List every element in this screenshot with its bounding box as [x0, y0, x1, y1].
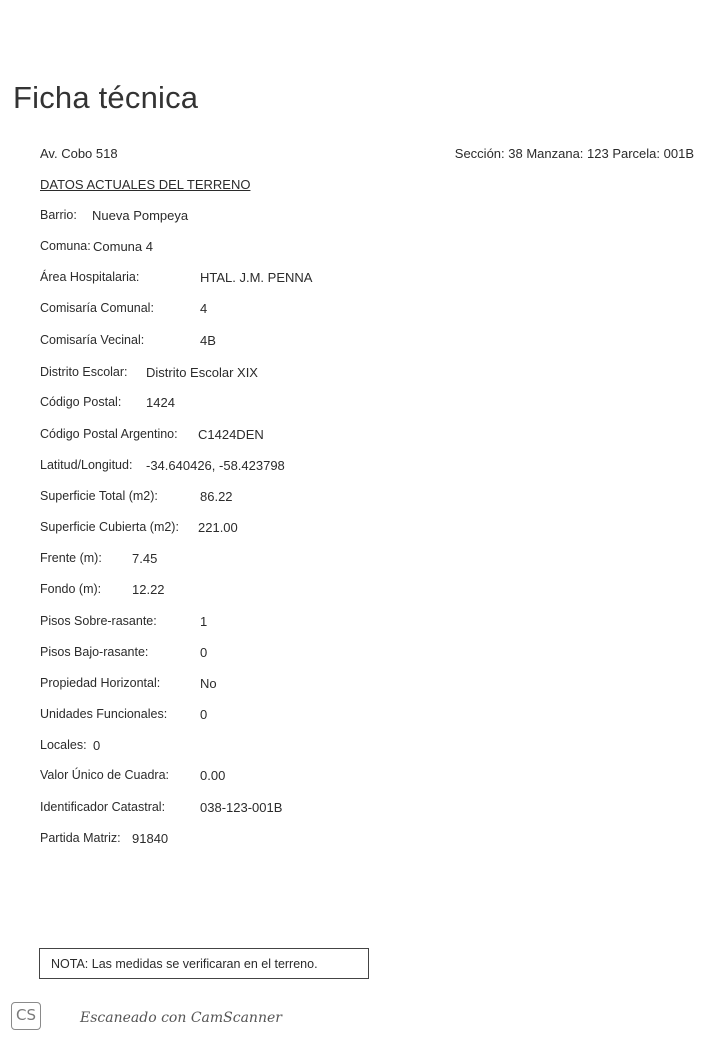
- field-label: Pisos Bajo-rasante:: [40, 645, 149, 659]
- field-value: Nueva Pompeya: [92, 208, 189, 223]
- field-value: -34.640426, -58.423798: [146, 458, 285, 473]
- address: Av. Cobo 518: [40, 146, 118, 161]
- field-value: 4B: [200, 333, 216, 348]
- page-title: Ficha técnica: [13, 80, 199, 115]
- field-label: Unidades Funcionales:: [40, 707, 168, 721]
- field-label: Partida Matriz:: [40, 831, 121, 845]
- field-label: Superficie Total (m2):: [40, 489, 158, 503]
- field-label: Latitud/Longitud:: [40, 458, 133, 472]
- field-label: Área Hospitalaria:: [40, 270, 140, 284]
- field-value: 1: [200, 614, 208, 629]
- field-value: 0: [200, 645, 208, 660]
- field-label: Comisaría Vecinal:: [40, 333, 145, 347]
- field-value: 038-123-001B: [200, 800, 283, 815]
- note-text: NOTA: Las medidas se verificaran en el terreno.: [51, 957, 318, 971]
- note-box: [39, 948, 369, 979]
- section-heading: DATOS ACTUALES DEL TERRENO: [40, 177, 251, 192]
- field-value: HTAL. J.M. PENNA: [200, 270, 313, 285]
- field-label: Frente (m):: [40, 551, 102, 565]
- field-value: 91840: [132, 831, 169, 846]
- field-value: 4: [200, 301, 208, 316]
- field-label: Código Postal:: [40, 395, 122, 409]
- cadastral-summary: Sección: 38 Manzana: 123 Parcela: 001B: [454, 146, 694, 161]
- field-label: Comisaría Comunal:: [40, 301, 154, 315]
- field-value: No: [200, 676, 217, 691]
- field-label: Superficie Cubierta (m2):: [40, 520, 179, 534]
- field-value: 86.22: [200, 489, 233, 504]
- field-value: 1424: [146, 395, 175, 410]
- field-label: Comuna:: [40, 239, 91, 253]
- field-label: Identificador Catastral:: [40, 800, 166, 814]
- field-label: Fondo (m):: [40, 582, 102, 596]
- field-value: C1424DEN: [198, 427, 264, 442]
- field-label: Distrito Escolar:: [40, 365, 128, 379]
- field-value: 12.22: [132, 582, 165, 597]
- camscanner-logo: CS: [11, 1002, 41, 1030]
- field-value: 7.45: [132, 551, 158, 566]
- field-label: Locales:: [40, 738, 87, 752]
- field-value: 0: [200, 707, 208, 722]
- field-value: 0: [93, 738, 101, 753]
- field-value: 0.00: [200, 768, 226, 783]
- field-value: 221.00: [198, 520, 238, 535]
- field-label: Propiedad Horizontal:: [40, 676, 161, 690]
- field-label: Valor Único de Cuadra:: [40, 768, 170, 782]
- field-value: Comuna 4: [93, 239, 153, 254]
- field-label: Pisos Sobre-rasante:: [40, 614, 157, 628]
- field-label: Código Postal Argentino:: [40, 427, 178, 441]
- scanner-footer: Escaneado con CamScanner: [80, 1010, 282, 1026]
- field-value: Distrito Escolar XIX: [146, 365, 258, 380]
- field-label: Barrio:: [40, 208, 77, 222]
